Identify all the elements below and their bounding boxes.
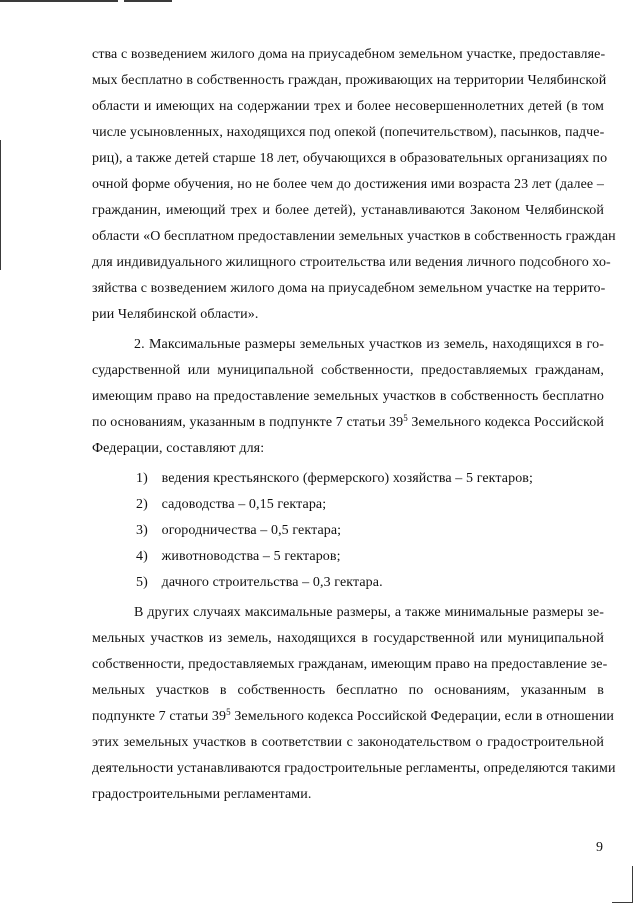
text-line: деятельности устанавливаются градостроительные регламенты, определяются такими: [92, 761, 616, 776]
scan-bracket-vertical: [632, 866, 633, 902]
paragraph-2: [92, 332, 604, 462]
paragraph-3: [92, 600, 616, 808]
paragraph-1: [92, 42, 616, 328]
text-line: риц), а также детей старше 18 лет, обучающихся в образовательных организациях по: [92, 151, 608, 166]
text-line: ства с возведением жилого дома на приусадебном земельном участке, предоставляе-: [92, 47, 606, 62]
document-body: [92, 42, 616, 808]
list-text: дачного строительства – 0,3 гектара.: [161, 575, 383, 590]
list-item: [92, 518, 604, 544]
text-line: области «О бесплатном предоставлении земельных участков в собственность граждан: [92, 229, 616, 244]
line-segment: Земельного кодекса Российской Федерации, если в отношении: [230, 709, 615, 724]
line-segment: по основаниям, указанным в подпункте 7 статьи 39: [92, 415, 404, 430]
text-line: области и имеющих на содержании трех и более несовершеннолетних детей (в том: [92, 99, 604, 114]
list-item: [92, 544, 604, 570]
scan-line-top-mid: [124, 0, 172, 2]
scan-line-top-left: [0, 0, 118, 2]
text-line-with-superscript: [92, 410, 604, 436]
text-line: числе усыновленных, находящихся под опекой (попечительством), пасынков, падче-: [92, 125, 605, 140]
text-line: имеющим право на предоставление земельных участков в собственность бесплатно: [92, 389, 604, 404]
list-number: 3): [136, 523, 148, 538]
text-line: мельных участков из земель, находящихся в государственной или муниципальной: [92, 631, 604, 646]
scan-bracket-horizontal: [612, 902, 633, 903]
list-number: 1): [136, 471, 148, 486]
text-line: зяйства с возведением жилого дома на приусадебном земельном участке на террито-: [92, 281, 606, 296]
text-line: сударственной или муниципальной собственности, предоставляемых гражданам,: [92, 363, 604, 378]
text-line: очной форме обучения, но не более чем до достижения ими возраста 23 лет (далее –: [92, 177, 604, 192]
text-line-with-superscript: [92, 704, 615, 730]
list-number: 2): [136, 497, 148, 512]
line-segment: Земельного кодекса Российской: [407, 415, 604, 430]
text-line: 2. Максимальные размеры земельных участков из земель, находящихся в го-: [134, 337, 604, 352]
list-item: [92, 492, 604, 518]
text-line: Федерации, составляют для:: [92, 441, 265, 456]
superscript: 5: [226, 707, 231, 717]
list-number: 4): [136, 549, 148, 564]
text-line: мых бесплатно в собственность граждан, проживающих на территории Челябинской: [92, 73, 607, 88]
scan-line-left-edge: [0, 140, 1, 270]
text-line: этих земельных участков в соответствии с законодательством о градостроительной: [92, 735, 604, 750]
list-text: животноводства – 5 гектаров;: [161, 549, 341, 564]
list-item: [92, 466, 604, 492]
text-line: В других случаях максимальные размеры, а также минимальные размеры зе-: [134, 605, 604, 620]
list-text: садоводства – 0,15 гектара;: [161, 497, 327, 512]
text-line: рии Челябинской области».: [92, 307, 259, 322]
numbered-list: [92, 466, 604, 596]
list-text: ведения крестьянского (фермерского) хозяйства – 5 гектаров;: [161, 471, 533, 486]
superscript: 5: [403, 413, 408, 423]
page-number: 9: [596, 840, 603, 855]
text-line: градостроительными регламентами.: [92, 787, 312, 802]
text-line: собственности, предоставляемых гражданам, имеющим право на предоставление зе-: [92, 657, 608, 672]
line-segment: подпункте 7 статьи 39: [92, 709, 227, 724]
list-text: огородничества – 0,5 гектара;: [161, 523, 342, 538]
text-line: гражданин, имеющий трех и более детей), устанавливаются Законом Челябинской: [92, 203, 604, 218]
text-line: для индивидуального жилищного строительства или ведения личного подсобного хо-: [92, 255, 611, 270]
list-number: 5): [136, 575, 148, 590]
text-line: мельных участков в собственность бесплатно по основаниям, указанным в: [92, 683, 604, 698]
list-item: [92, 570, 604, 596]
